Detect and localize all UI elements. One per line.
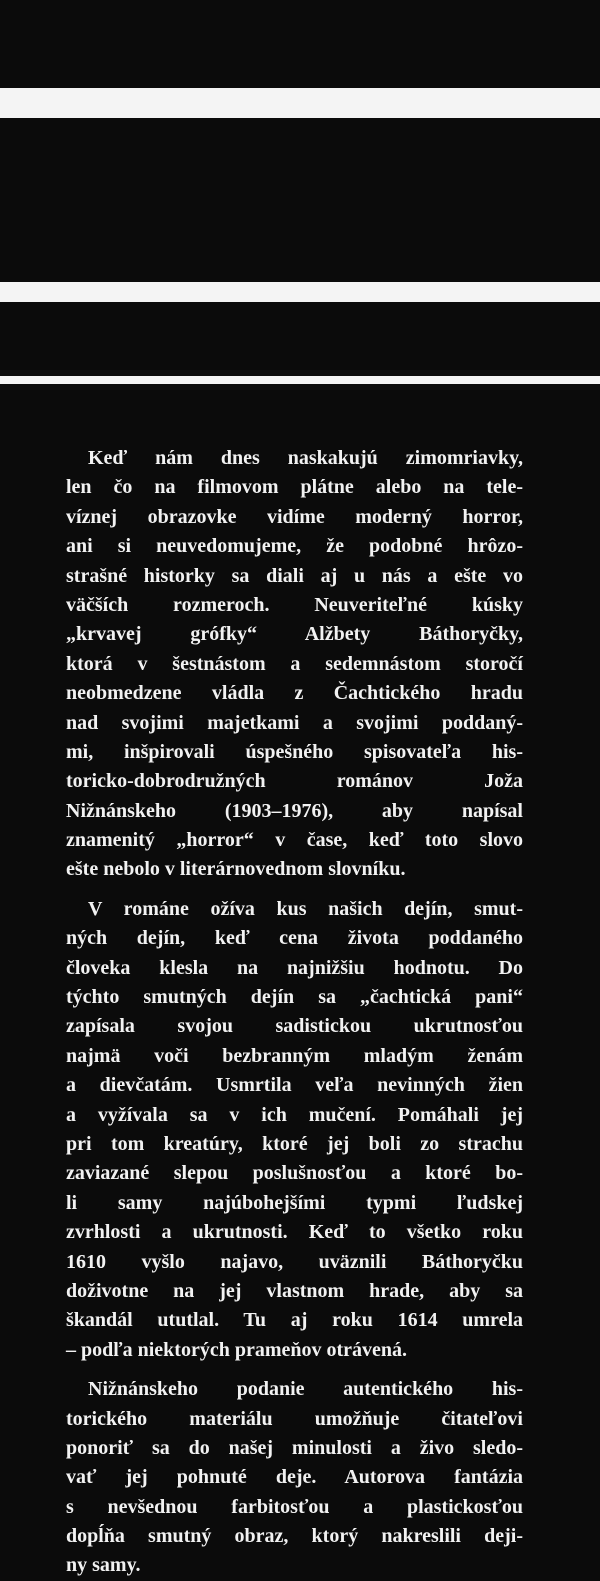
text-line: škandál ututlal. Tu aj roku 1614 umrela bbox=[66, 1309, 523, 1332]
text-line: zapísala svojou sadistickou ukrutnosťou bbox=[66, 1015, 523, 1038]
text-line: nad svojimi majetkami a svojimi poddaný- bbox=[66, 711, 523, 734]
text-line: len čo na filmovom plátne alebo na tele- bbox=[66, 476, 523, 499]
text-line: Nižnánskeho (1903–1976), aby napísal bbox=[66, 799, 523, 822]
white-stripe-thin bbox=[0, 376, 600, 384]
text-line: znamenitý „horror“ v čase, keď toto slovo bbox=[66, 829, 523, 852]
text-line: ešte nebolo v literárnovednom slovníku. bbox=[66, 858, 406, 881]
back-cover-blurb bbox=[66, 444, 523, 1581]
text-line: pri tom kreatúry, ktoré jej boli zo strachu bbox=[66, 1132, 523, 1155]
text-line: týchto smutných dejín sa „čachtická pani“ bbox=[66, 986, 523, 1009]
text-line: toricko-dobrodružných románov Joža bbox=[66, 770, 523, 793]
text-line: a dievčatám. Usmrtila veľa nevinných žien bbox=[66, 1074, 523, 1097]
text-line: mi, inšpirovali úspešného spisovateľa his- bbox=[66, 740, 523, 763]
text-line: s nevšednou farbitosťou a plastickosťou bbox=[66, 1495, 523, 1518]
text-line: zaviazané slepou poslušnosťou a ktoré bo- bbox=[66, 1162, 523, 1185]
text-line: V románe ožíva kus našich dejín, smut- bbox=[88, 897, 523, 920]
text-line: ani si neuvedomujeme, že podobné hrôzo- bbox=[66, 535, 523, 558]
text-line: dopĺňa smutný obraz, ktorý nakreslili deji- bbox=[66, 1525, 523, 1548]
text-line: ponoriť sa do našej minulosti a živo sledo- bbox=[66, 1436, 523, 1459]
text-line: ny samy. bbox=[66, 1554, 141, 1577]
text-line: strašné historky sa diali aj u nás a ešte vo bbox=[66, 564, 523, 587]
text-line: – podľa niektorých prameňov otrávená. bbox=[66, 1338, 408, 1361]
white-stripe-middle bbox=[0, 282, 600, 302]
text-line: väčších rozmeroch. Neuveriteľné kúsky bbox=[66, 593, 523, 616]
text-line: li samy najúbohejšími typmi ľudskej bbox=[66, 1191, 523, 1214]
text-line: Nižnánskeho podanie autentického his- bbox=[88, 1378, 523, 1401]
text-line: ktorá v šestnástom a sedemnástom storočí bbox=[66, 652, 523, 675]
white-stripe-top bbox=[0, 88, 600, 118]
text-line: ných dejín, keď cena života poddaného bbox=[66, 927, 523, 950]
text-line: vať jej pohnuté deje. Autorova fantázia bbox=[66, 1466, 523, 1489]
text-line: doživotne na jej vlastnom hrade, aby sa bbox=[66, 1279, 523, 1302]
text-line: „krvavej grófky“ Alžbety Báthoryčky, bbox=[66, 623, 523, 646]
paragraph-3 bbox=[66, 1375, 523, 1581]
text-line: človeka klesla na najnižšiu hodnotu. Do bbox=[66, 956, 523, 979]
text-line: zvrhlosti a ukrutnosti. Keď to všetko roku bbox=[66, 1221, 523, 1244]
text-line: neobmedzene vládla z Čachtického hradu bbox=[66, 682, 523, 705]
text-line: najmä voči bezbranným mladým ženám bbox=[66, 1044, 523, 1067]
text-line: Keď nám dnes naskakujú zimomriavky, bbox=[88, 447, 523, 469]
text-line: 1610 vyšlo najavo, uväznili Báthoryčku bbox=[66, 1250, 523, 1273]
paragraph-1 bbox=[66, 444, 523, 885]
text-line: víznej obrazovke vidíme moderný horror, bbox=[66, 505, 523, 528]
text-line: a vyžívala sa v ich mučení. Pomáhali jej bbox=[66, 1103, 523, 1126]
paragraph-2 bbox=[66, 895, 523, 1365]
text-line: torického materiálu umožňuje čitateľovi bbox=[66, 1407, 523, 1430]
